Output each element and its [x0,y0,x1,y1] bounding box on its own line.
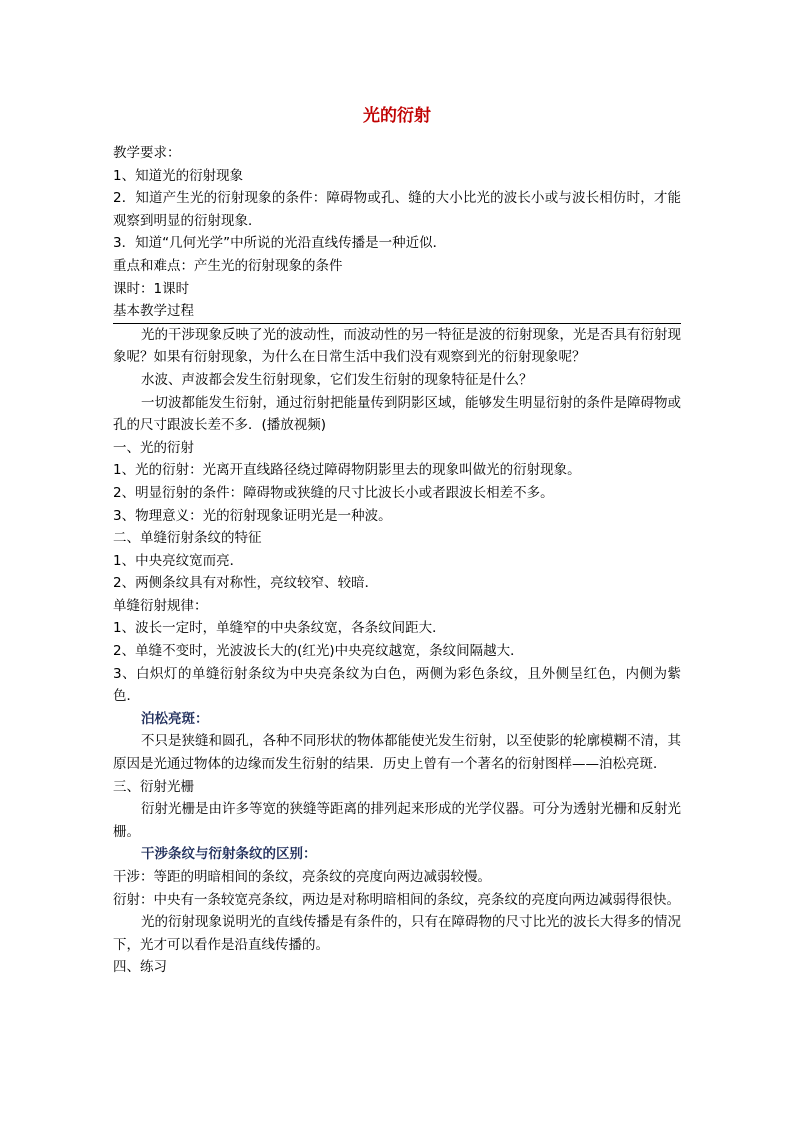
process-heading: 基本教学过程 [113,300,681,324]
grating-paragraph: 衍射光栅是由许多等宽的狭缝等距离的排列起来形成的光学仪器。可分为透射光栅和反射光栅。 [113,801,681,840]
requirement-item: 3．知道“几何光学”中所说的光沿直线传播是一种近似． [113,235,447,252]
conclusion-paragraph: 光的衍射现象说明光的直线传播是有条件的，只有在障碍物的尺寸比光的波长大得多的情况下，光才可以看作是沿直线传播的。 [113,914,681,953]
difference-heading: 干涉条纹与衍射条纹的区别： [141,846,317,863]
rule-item: 3、白炽灯的单缝衍射条纹为中央亮条纹为白色，两侧为彩色条纹，且外侧呈红色，内侧为紫色． [113,665,681,705]
section1-item: 3、物理意义：光的衍射现象证明光是一种波。 [113,507,392,524]
interference-description: 干涉：等距的明暗相间的条纹，亮条纹的亮度向两边减弱较慢。 [113,869,491,885]
poisson-paragraph: 不只是狭缝和圆孔，各种不同形状的物体都能使光发生衍射，以至使影的轮廓模糊不清，其原因是光通过物体的边缘而发生衍射的结果．历史上曾有一个著名的衍射图样——泊松亮斑． [113,733,681,773]
section-heading: 三、衍射光栅 [113,778,194,795]
page-title: 光的衍射 [363,106,431,126]
rules-heading: 单缝衍射规律： [113,597,208,614]
section-heading: 二、单缝衍射条纹的特征 [113,530,262,547]
requirements-heading: 教学要求： [113,145,181,161]
section-heading: 一、光的衍射 [113,439,194,456]
poisson-heading: 泊松亮斑： [141,710,209,727]
rule-item: 1、波长一定时，单缝窄的中央条纹宽，各条纹间距大． [113,620,446,637]
diffraction-description: 衍射：中央有一条较宽亮条纹，两边是对称明暗相间的条纹，亮条纹的亮度向两边减弱得很快。 [113,891,680,908]
key-points: 重点和难点：产生光的衍射现象的条件 [113,257,343,274]
section-heading: 四、练习 [113,959,167,976]
section2-item: 2、两侧条纹具有对称性，亮纹较窄、较暗． [113,575,379,592]
section2-item: 1、中央亮纹宽而亮． [113,552,244,569]
requirement-item: 2．知道产生光的衍射现象的条件：障碍物或孔、缝的大小比光的波长小或与波长相仿时，才能观察到明显的衍射现象． [113,190,681,229]
rule-item: 2、单缝不变时，光波波长大的(红光)中央亮纹越宽，条纹间隔越大． [113,643,524,660]
class-hours: 课时：1课时 [113,280,190,297]
section1-item: 2、明显衍射的条件：障碍物或狭缝的尺寸比波长小或者跟波长相差不多。 [113,484,554,501]
document-page [113,104,681,979]
intro-paragraph: 一切波都能发生衍射，通过衍射把能量传到阴影区域，能够发生明显衍射的条件是障碍物或孔的尺寸跟波长差不多．(播放视频) [113,394,681,434]
intro-paragraph: 光的干涉现象反映了光的波动性，而波动性的另一特征是波的衍射现象，光是否具有衍射现象呢？如果有衍射现象，为什么在日常生活中我们没有观察到光的衍射现象呢？ [113,326,681,366]
section1-item: 1、光的衍射：光离开直线路径绕过障碍物阴影里去的现象叫做光的衍射现象。 [113,462,581,479]
requirement-item: 1、知道光的衍射现象 [113,167,244,184]
intro-paragraph: 水波、声波都会发生衍射现象，它们发生衍射的现象特征是什么？ [141,371,533,388]
